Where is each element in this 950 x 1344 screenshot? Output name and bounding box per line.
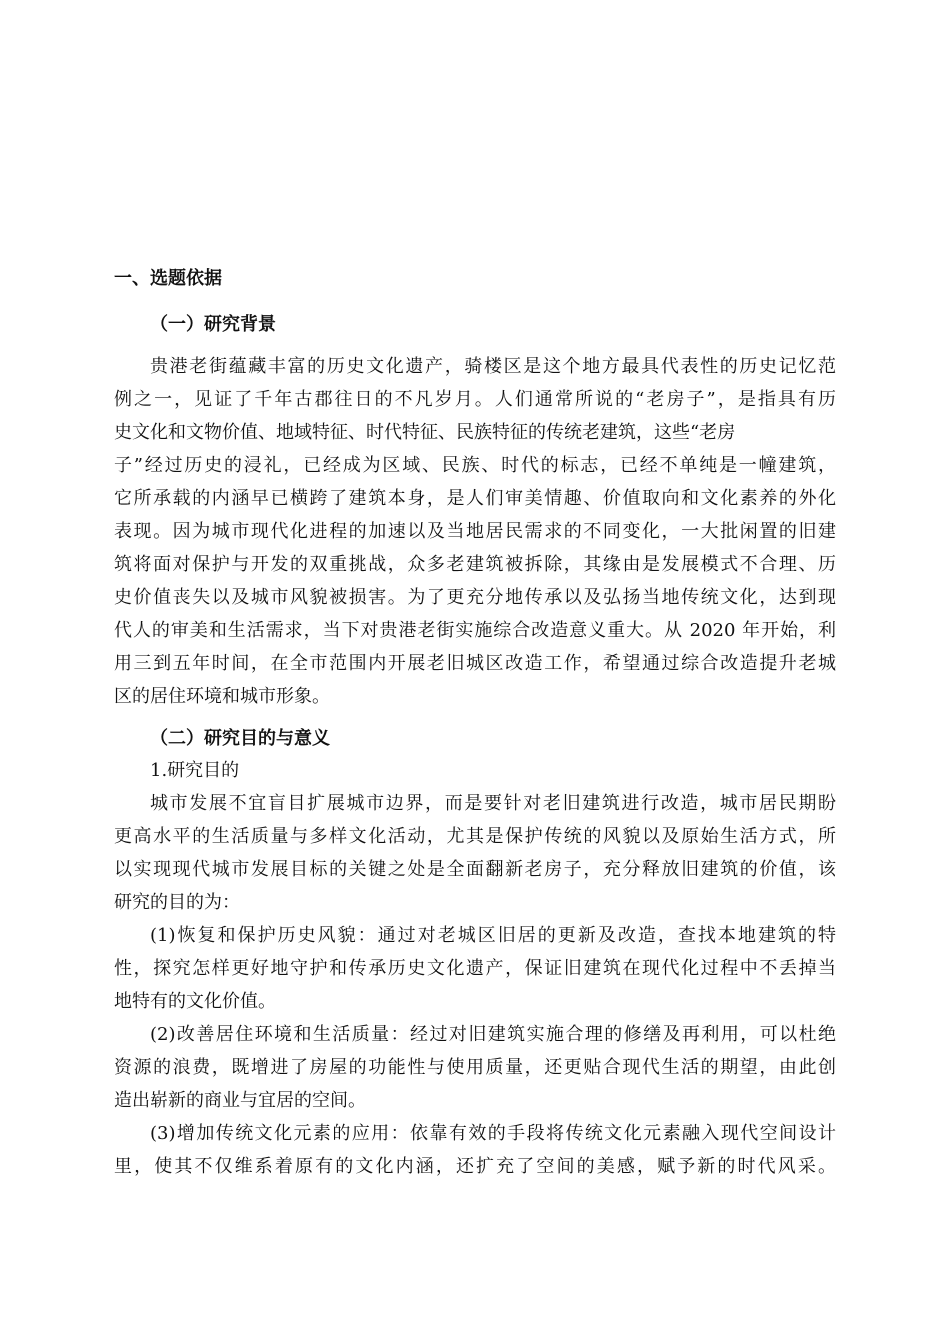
purpose-intro-line-2: 更高水平的生活质量与多样文化活动，尤其是保护传统的风貌以及原始生活方式，所	[114, 826, 836, 847]
item1-line-1: (1)恢复和保护历史风貌：通过对老城区旧居的更新及改造，查找本地建筑的特	[150, 925, 836, 946]
background-line-1: 贵港老街蕴藏丰富的历史文化遗产，骑楼区是这个地方最具代表性的历史记忆范	[150, 356, 836, 377]
background-line-5: 它所承载的内涵早已横跨了建筑本身，是人们审美情趣、价值取向和文化素养的外化	[114, 488, 836, 509]
purpose-intro-line-1: 城市发展不宜盲目扩展城市边界，而是要针对老旧建筑进行改造，城市居民期盼	[150, 793, 836, 814]
background-line-6: 表现。因为城市现代化进程的加速以及当地居民需求的不同变化，一大批闲置的旧建	[114, 521, 836, 542]
purpose-intro-line-3: 以实现现代城市发展目标的关键之处是全面翻新老房子，充分释放旧建筑的价值，该	[114, 859, 836, 880]
item1-line-2: 性，探究怎样更好地守护和传承历史文化遗产，保证旧建筑在现代化过程中不丢掉当	[114, 958, 836, 979]
item1-line-3: 地特有的文化价值。	[114, 991, 276, 1012]
item2-line-1: (2)改善居住环境和生活质量：经过对旧建筑实施合理的修缮及再利用，可以杜绝	[150, 1024, 836, 1045]
item3-line-1: (3)增加传统文化元素的应用：依靠有效的手段将传统文化元素融入现代空间设计	[150, 1123, 836, 1144]
background-heading: （一）研究背景	[150, 314, 276, 335]
background-line-10: 用三到五年时间，在全市范围内开展老旧城区改造工作，希望通过综合改造提升老城	[114, 653, 836, 674]
purpose-subheading: 1.研究目的	[150, 760, 240, 781]
purpose-heading: （二）研究目的与意义	[150, 728, 330, 749]
item2-line-2: 资源的浪费，既增进了房屋的功能性与使用质量，还更贴合现代生活的期望，由此创	[114, 1057, 836, 1078]
background-line-7: 筑将面对保护与开发的双重挑战，众多老建筑被拆除，其缘由是发展模式不合理、历	[114, 554, 836, 575]
section-title: 一、选题依据	[114, 268, 222, 289]
purpose-intro-line-4: 研究的目的为：	[114, 892, 240, 913]
background-line-8: 史价值丧失以及城市风貌被损害。为了更充分地传承以及弘扬当地传统文化，达到现	[114, 587, 836, 608]
item3-line-2: 里，使其不仅维系着原有的文化内涵，还扩充了空间的美感，赋予新的时代风采。	[114, 1156, 836, 1177]
background-line-2: 例之一，见证了千年古郡往日的不凡岁月。人们通常所说的“老房子”，是指具有历	[114, 389, 836, 410]
item2-line-3: 造出崭新的商业与宜居的空间。	[114, 1090, 366, 1111]
background-line-3: 史文化和文物价值、地域特征、时代特征、民族特征的传统老建筑，这些“老房	[114, 422, 736, 443]
background-line-9: 代人的审美和生活需求，当下对贵港老街实施综合改造意义重大。从 2020 年开始，利	[114, 620, 836, 641]
background-line-11: 区的居住环境和城市形象。	[114, 686, 330, 707]
background-line-4: 子”经过历史的浸礼，已经成为区域、民族、时代的标志，已经不单纯是一幢建筑，	[114, 455, 836, 476]
